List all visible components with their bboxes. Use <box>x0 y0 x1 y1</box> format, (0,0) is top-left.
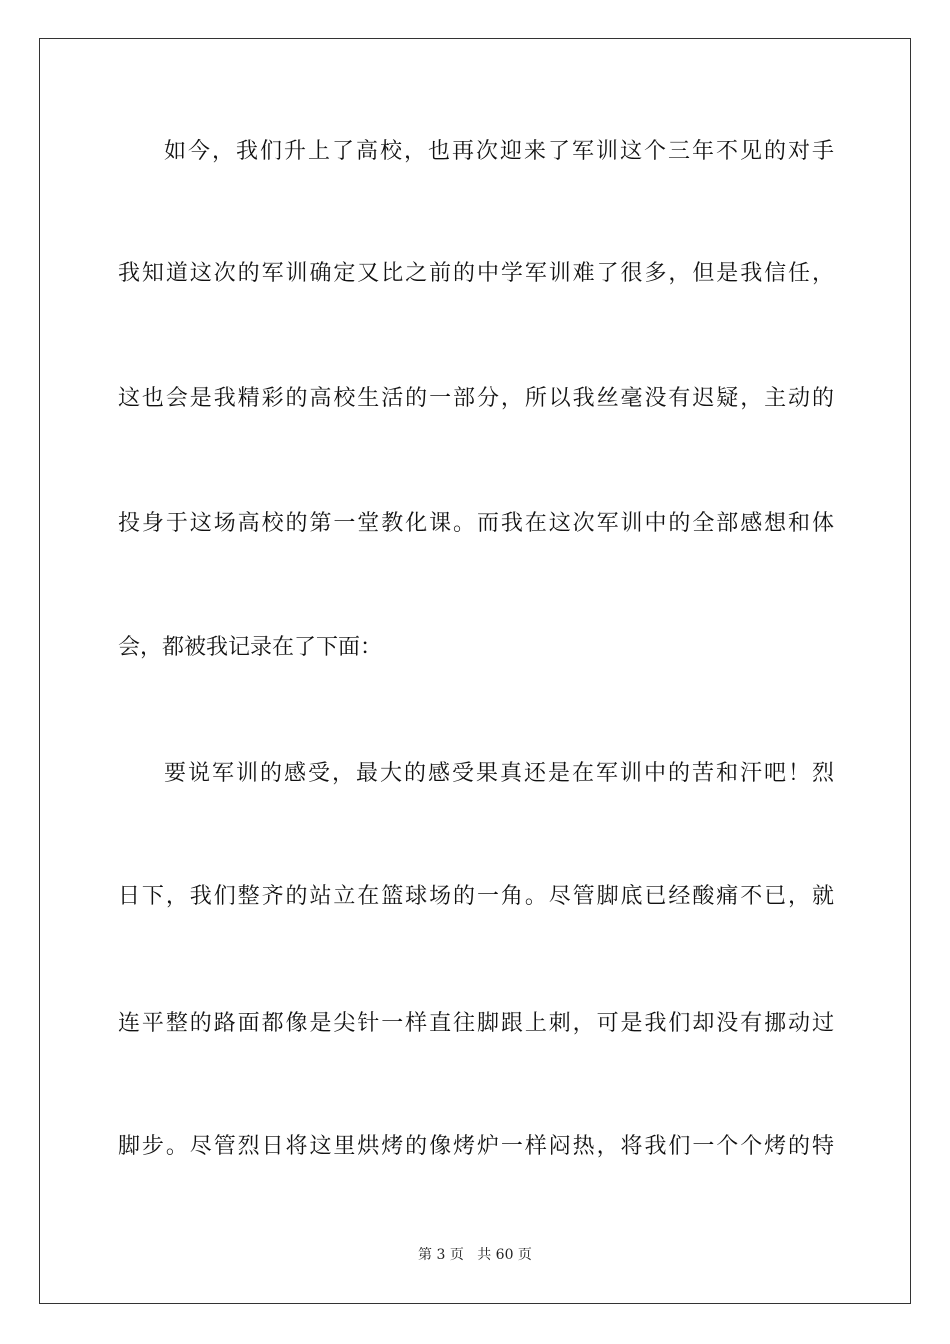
paragraph-line: 投身于这场高校的第一堂教化课。而我在这次军训中的全部感想和体 <box>118 511 834 536</box>
paragraph-line: 我知道这次的军训确定又比之前的中学军训难了很多，但是我信任， <box>118 261 834 286</box>
page-frame <box>39 38 911 1304</box>
paragraph-line: 脚步。尽管烈日将这里烘烤的像烤炉一样闷热，将我们一个个烤的特 <box>118 1134 834 1159</box>
paragraph-line: 要说军训的感受，最大的感受果真还是在军训中的苦和汗吧！烈 <box>164 761 834 786</box>
page-footer <box>0 1246 950 1264</box>
paragraph-line: 如今，我们升上了高校，也再次迎来了军训这个三年不见的对手 <box>164 139 834 164</box>
paragraph-line: 日下，我们整齐的站立在篮球场的一角。尽管脚底已经酸痛不已，就 <box>118 884 834 909</box>
total-pages: 共 60 页 <box>477 1247 532 1263</box>
paragraph-line: 连平整的路面都像是尖针一样直往脚跟上刺，可是我们却没有挪动过 <box>118 1011 834 1036</box>
page-number: 第 3 页 <box>418 1247 464 1263</box>
paragraph-line: 这也会是我精彩的高校生活的一部分，所以我丝毫没有迟疑，主动的 <box>118 386 834 411</box>
paragraph-line: 会，都被我记录在了下面： <box>118 635 383 660</box>
